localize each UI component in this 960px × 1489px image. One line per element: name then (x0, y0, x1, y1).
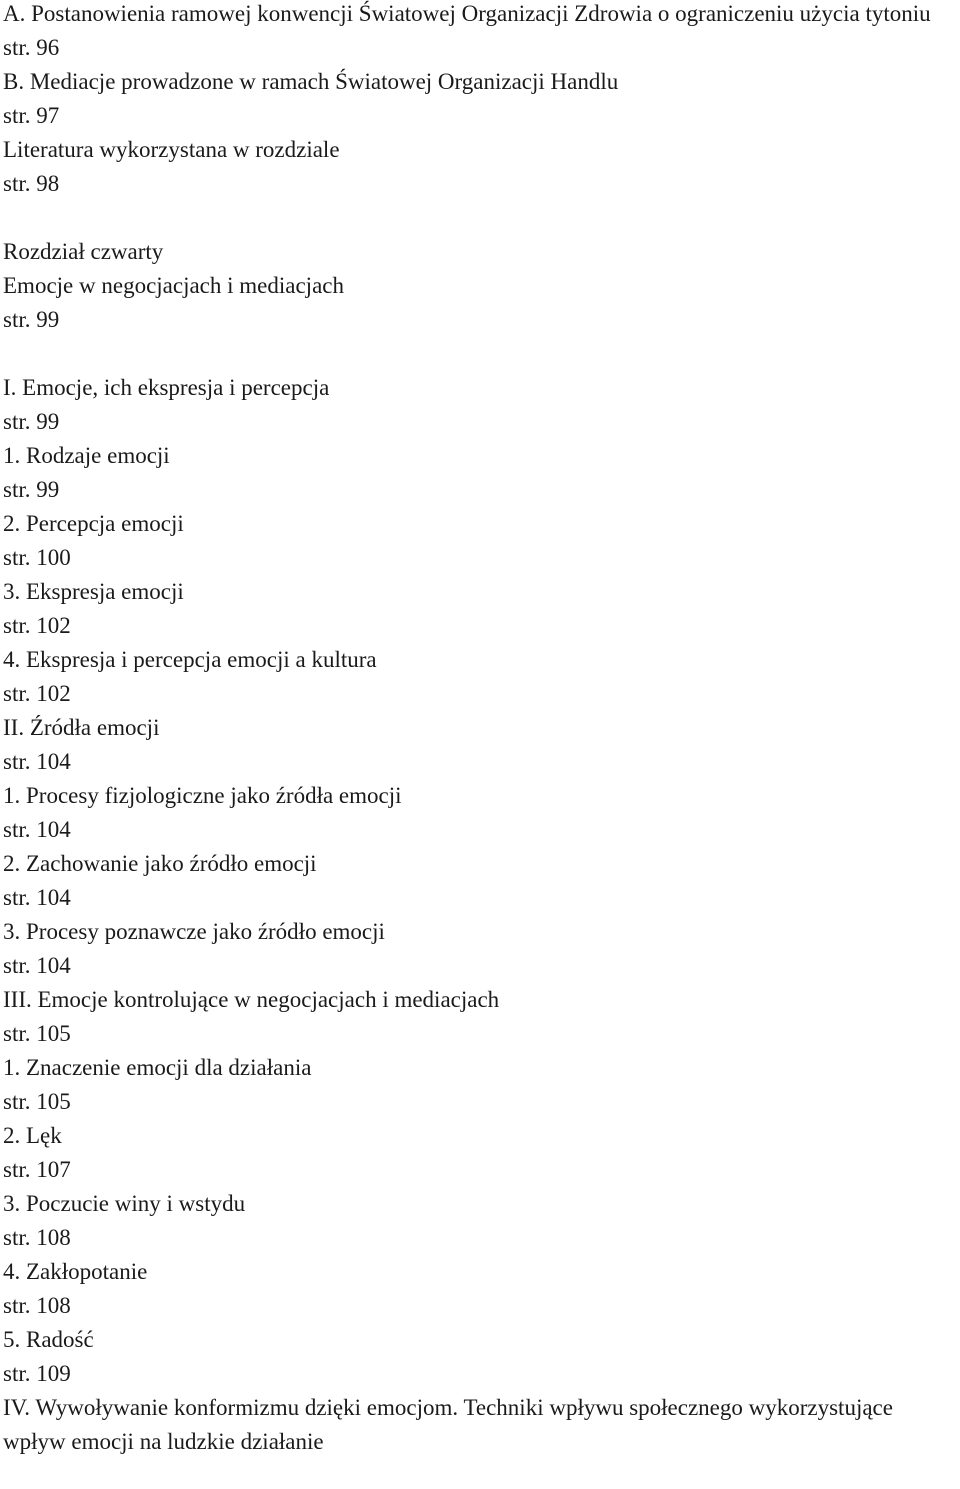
toc-entry: 1. Procesy fizjologiczne jako źródła emocji (3, 783, 402, 808)
toc-entry: 1. Rodzaje emocji (3, 443, 170, 468)
toc-page-ref: str. 104 (3, 749, 71, 774)
toc-entry: A. Postanowienia ramowej konwencji Światowej Organizacji Zdrowia o ograniczeniu użycia tytoniu (3, 1, 931, 26)
toc-page-ref: str. 108 (3, 1293, 71, 1318)
toc-entry: 4. Zakłopotanie (3, 1259, 148, 1284)
toc-entry: I. Emocje, ich ekspresja i percepcja (3, 375, 330, 400)
blank-line (3, 201, 953, 235)
toc-entry: Literatura wykorzystana w rozdziale (3, 137, 340, 162)
toc-page-ref: str. 104 (3, 817, 71, 842)
toc-entry: 1. Znaczenie emocji dla działania (3, 1055, 312, 1080)
toc-page-ref: str. 98 (3, 171, 60, 196)
toc-entry: B. Mediacje prowadzone w ramach Światowej Organizacji Handlu (3, 69, 619, 94)
toc-page-ref: str. 104 (3, 953, 71, 978)
toc-page-ref: str. 99 (3, 409, 60, 434)
toc-page-ref: str. 104 (3, 885, 71, 910)
toc-entry: 3. Poczucie winy i wstydu (3, 1191, 246, 1216)
toc-page-ref: str. 99 (3, 307, 60, 332)
toc-entry: IV. Wywoływanie konformizmu dzięki emocjom. Techniki wpływu społecznego wykorzystujące wpływ emocji na ludzkie działanie (3, 1395, 893, 1454)
chapter-title: Emocje w negocjacjach i mediacjach (3, 273, 344, 298)
toc-entry: 2. Zachowanie jako źródło emocji (3, 851, 317, 876)
toc-page-ref: str. 105 (3, 1021, 71, 1046)
table-of-contents (3, 0, 953, 1459)
toc-page-ref: str. 102 (3, 681, 71, 706)
toc-page-ref: str. 105 (3, 1089, 71, 1114)
toc-page-ref: str. 109 (3, 1361, 71, 1386)
toc-entry: 3. Ekspresja emocji (3, 579, 184, 604)
toc-entry: III. Emocje kontrolujące w negocjacjach i mediacjach (3, 987, 500, 1012)
toc-page-ref: str. 107 (3, 1157, 71, 1182)
blank-line (3, 337, 953, 371)
toc-page-ref: str. 102 (3, 613, 71, 638)
toc-entry: 2. Percepcja emocji (3, 511, 184, 536)
toc-entry: 3. Procesy poznawcze jako źródło emocji (3, 919, 385, 944)
toc-page-ref: str. 99 (3, 477, 60, 502)
toc-entry: 4. Ekspresja i percepcja emocji a kultura (3, 647, 377, 672)
toc-entry: 5. Radość (3, 1327, 94, 1352)
toc-page-ref: str. 96 (3, 35, 60, 60)
chapter-heading: Rozdział czwarty (3, 239, 164, 264)
toc-page-ref: str. 108 (3, 1225, 71, 1250)
toc-entry: II. Źródła emocji (3, 715, 160, 740)
toc-entry: 2. Lęk (3, 1123, 62, 1148)
toc-page-ref: str. 100 (3, 545, 71, 570)
toc-page-ref: str. 97 (3, 103, 60, 128)
